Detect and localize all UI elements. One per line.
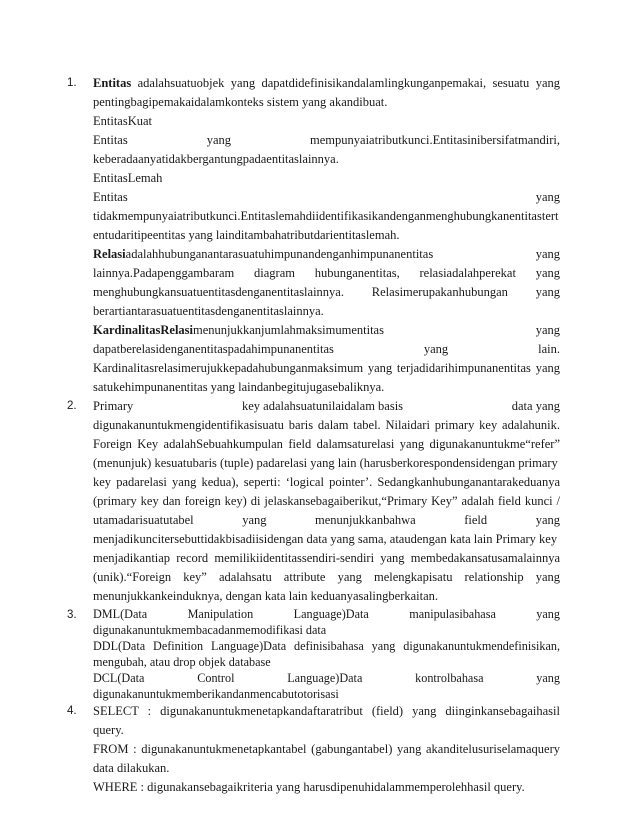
text-line (93, 131, 560, 150)
text-line: menjadikantiap record memilikiidentitassendiri-sendiri yang membedakansatusamalainnya (93, 551, 560, 565)
text-line: keberadaanyatidakbergantungpadaentitaslainnya. (93, 152, 339, 166)
text-segment: yang (242, 513, 267, 527)
item-number: 4. (67, 705, 77, 717)
text-line (93, 670, 560, 686)
text-line: berartiantarasuatuentitasdenganentitaslainnya. (93, 304, 324, 318)
text-segment: yang (535, 323, 560, 337)
text-line: (menunjuk) kesuatubaris (tuple) padarelasi yang lain (harusberkorespondensidengan primary (93, 456, 558, 470)
item-number: 3. (67, 609, 77, 621)
text-line: lainnya.Padapenggambaram diagram hubunganentitas, relasiadalahperekat yang (93, 266, 560, 280)
text-segment: dapatberelasidenganentitaspadahimpunanentitas (93, 342, 334, 356)
item-number: 1. (67, 77, 77, 89)
text-line (93, 321, 560, 340)
list-item (60, 702, 560, 797)
text-line: WHERE : digunakansebagaikriteria yang harusdipenuhidalammemperolehhasil query. (93, 780, 525, 794)
text-line: data dilakukan. (93, 761, 170, 775)
text-line: tidakmempunyaiatributkunci.Entitaslemahdiidentifikasikandenganmenghubungkanentitastert (93, 209, 559, 223)
text-segment: lain. (538, 342, 560, 356)
text-line: (primary key dan foreign key) di jelaskansebagaiberikut,“Primary Key” adalah field kunci / (93, 494, 560, 508)
text-line (93, 511, 560, 530)
text-line: EntitasKuat (93, 114, 153, 128)
text-segment: yang (423, 342, 449, 356)
text-segment: yang (206, 133, 232, 147)
text-line: mengubah, atau drop objek database (93, 655, 271, 669)
text-segment: Control (197, 671, 235, 685)
text-segment: Manipulation (187, 607, 254, 621)
text-segment: data yang (511, 399, 560, 413)
text-segment: Entitas (93, 190, 128, 204)
list-item (60, 606, 560, 702)
text-line: EntitasLemah (93, 171, 163, 185)
text-line: satukehimpunanentitas yang laindanbegitujugasebaliknya. (93, 380, 385, 394)
text-line: digunakanuntukmembacadanmemodifikasi data (93, 623, 327, 637)
text-segment: key adalahsuatunilaidalam basis (241, 399, 404, 413)
text-segment: mempunyaiatributkunci.Entitasinibersifatmandiri, (310, 133, 560, 147)
text-line: Foreign Key adalahSebuahkumpulan field dalamsaturelasi yang digunakanuntukme“refer” (93, 437, 560, 451)
numbered-list (60, 74, 560, 797)
text-line (93, 245, 560, 264)
text-segment: yang (536, 671, 560, 685)
text-line: DDL(Data Definition Language)Data definisibahasa yang digunakanuntukmendefinisikan, (93, 639, 560, 653)
text-segment: field (464, 513, 488, 527)
text-segment: KardinalitasRelasimenunjukkanjumlahmaksimumentitas (93, 323, 384, 337)
text-segment: Language)Data (293, 607, 369, 621)
text-segment: Entitas (93, 133, 128, 147)
text-segment: Relasiadalahhubunganantarasuatuhimpunandenganhimpunanentitas (93, 247, 434, 261)
text-line: key padarelasi yang kedua), seperti: ‘logical pointer’. Sedangkanhubunganantarakeduanya (93, 475, 560, 489)
text-line (93, 340, 560, 359)
text-segment: yang (535, 513, 560, 527)
text-line: query. (93, 723, 124, 737)
text-line (93, 397, 560, 416)
text-segment: utamadarisuatutabel (93, 513, 194, 527)
text-segment: kontrolbahasa (415, 671, 484, 685)
text-line (93, 188, 560, 207)
bold-term: KardinalitasRelasi (93, 323, 194, 337)
text-segment: DCL(Data (93, 671, 145, 685)
text-line: menunjukkankeinduknya, dengan kata lain keduanyasalingberkaitan. (93, 589, 439, 603)
item-number: 2. (67, 400, 77, 412)
text-segment: yang (536, 607, 560, 621)
text-line: entudaritipeentitas yang lainditambahatributdarientitaslemah. (93, 228, 400, 242)
list-item (60, 397, 560, 606)
bold-term: Relasi (93, 247, 126, 261)
text-line: menghubungkansuatuentitasdenganentitaslainnya. Relasimerupakanhubungan yang (93, 285, 560, 299)
text-line (93, 606, 560, 622)
text-segment: menunjukkanbahwa (315, 513, 416, 527)
text-line: (unik).“Foreign key” adalahsatu attribute yang melengkapisatu relationship yang (93, 570, 560, 584)
text-line: Kardinalitasrelasimerujukkepadahubunganmaksimum yang terjadidarihimpunanentitas yang (93, 361, 560, 375)
text-line: FROM : digunakanuntukmenetapkantabel (gabungantabel) yang akanditelusuriselamaquery (93, 742, 560, 756)
text-segment: manipulasibahasa (409, 607, 496, 621)
bold-term: Entitas (93, 76, 138, 90)
text-segment: DML(Data (93, 607, 148, 621)
text-segment: yang (535, 190, 560, 204)
text-line: digunakanuntukmemberikandanmencabutotorisasi (93, 687, 339, 701)
text-segment: yang (535, 247, 560, 261)
text-segment: Primary (93, 399, 134, 413)
text-line: Entitas adalahsuatuobjek yang dapatdidefinisikandalamlingkunganpemakai, sesuatu yang (93, 76, 560, 90)
list-item (60, 74, 560, 397)
text-line: menjadikuncitersebuttidakbisadiisidengan data yang sama, ataudengan kata lain Primary key (93, 532, 558, 546)
text-line: digunakanuntukmengidentifikasisuatu baris dalam tabel. Nilaidari primary key adalahunik. (93, 418, 560, 432)
text-segment: Language)Data (287, 671, 363, 685)
text-line: SELECT : digunakanuntukmenetapkandaftaratribut (field) yang diinginkansebagaihasil (93, 704, 560, 718)
text-line: pentingbagipemakaidalamkonteks sistem yang akandibuat. (93, 95, 388, 109)
